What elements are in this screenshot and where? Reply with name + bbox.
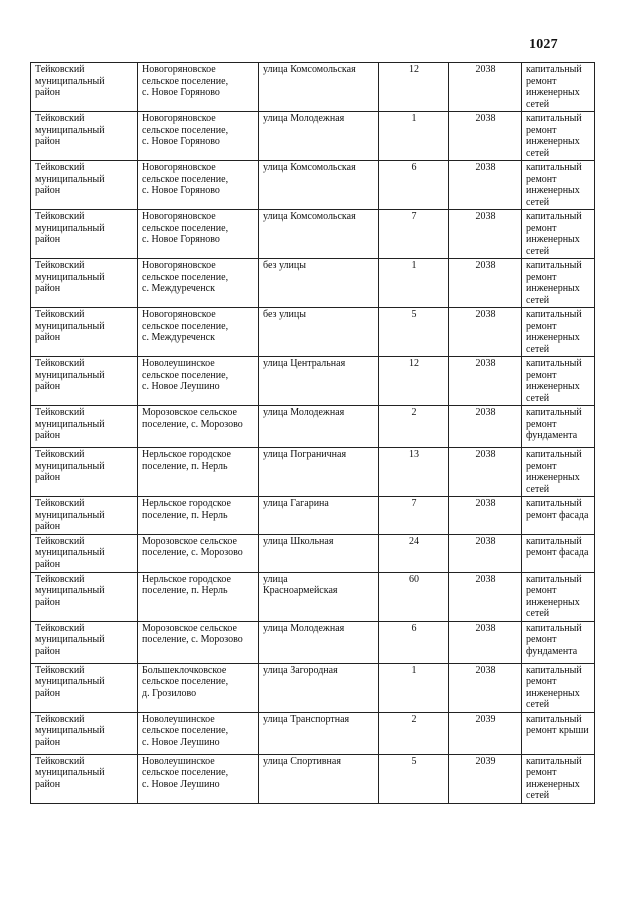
settlement-cell [138, 161, 259, 210]
house-number-cell-text: 60 [409, 573, 419, 585]
district-cell-text: Тейковский муниципальный район [35, 755, 105, 790]
district-cell [31, 448, 138, 497]
street-cell [259, 259, 379, 308]
year-cell [449, 63, 522, 112]
work-type-cell-text: капитальный ремонт инженерных сетей [526, 573, 582, 619]
settlement-cell [138, 259, 259, 308]
year-cell [449, 497, 522, 535]
settlement-cell [138, 534, 259, 572]
work-type-cell-text: капитальный ремонт инженерных сетей [526, 664, 582, 710]
year-cell-text: 2038 [475, 309, 496, 320]
house-number-cell [379, 663, 449, 712]
year-cell [449, 448, 522, 497]
year-cell [449, 112, 522, 161]
district-cell [31, 210, 138, 259]
district-cell [31, 112, 138, 161]
house-number-cell [379, 572, 449, 621]
street-cell [259, 161, 379, 210]
work-type-cell [522, 448, 595, 497]
district-cell [31, 663, 138, 712]
settlement-cell-text: Большеклочковское сельское поселение, д. Грозилово [142, 664, 229, 699]
settlement-cell-text: Морозовское сельское поселение, с. Морозово [142, 622, 243, 645]
settlement-cell [138, 712, 259, 754]
house-number-cell [379, 308, 449, 357]
district-cell-text: Тейковский муниципальный район [35, 498, 105, 532]
street-cell-text: улица Молодежная [263, 407, 345, 418]
work-type-cell-text: капитальный ремонт инженерных сетей [526, 211, 582, 257]
year-cell [449, 406, 522, 448]
house-number-cell [379, 621, 449, 663]
settlement-cell [138, 497, 259, 535]
district-cell [31, 497, 138, 535]
street-cell [259, 308, 379, 357]
work-type-cell [522, 754, 595, 803]
street-cell [259, 406, 379, 448]
settlement-cell-text: Новолеушинское сельское поселение, с. Новое Леушино [142, 755, 229, 790]
housing-repair-table [30, 62, 595, 804]
district-cell-text: Тейковский муниципальный район [35, 260, 105, 294]
work-type-cell [522, 308, 595, 357]
street-cell-text: улица Центральная [263, 358, 346, 369]
district-cell-text: Тейковский муниципальный район [35, 449, 105, 483]
house-number-cell [379, 712, 449, 754]
street-cell-text: улица Гагарина [263, 498, 329, 509]
district-cell-text: Тейковский муниципальный район [35, 622, 105, 657]
year-cell [449, 712, 522, 754]
house-number-cell [379, 357, 449, 406]
work-type-cell-text: капитальный ремонт инженерных сетей [526, 64, 582, 110]
work-type-cell-text: капитальный ремонт инженерных сетей [526, 162, 582, 208]
work-type-cell [522, 210, 595, 259]
work-type-cell [522, 497, 595, 535]
year-cell [449, 357, 522, 406]
work-type-cell [522, 406, 595, 448]
district-cell [31, 406, 138, 448]
district-cell-text: Тейковский муниципальный район [35, 664, 105, 699]
district-cell-text: Тейковский муниципальный район [35, 535, 105, 570]
district-cell [31, 572, 138, 621]
settlement-cell [138, 112, 259, 161]
street-cell [259, 497, 379, 535]
year-cell-text: 2038 [475, 498, 496, 509]
work-type-cell [522, 663, 595, 712]
street-cell-text: улица Пограничная [263, 449, 347, 460]
district-cell-text: Тейковский муниципальный район [35, 113, 105, 147]
district-cell [31, 534, 138, 572]
street-cell [259, 663, 379, 712]
house-number-cell-text: 24 [409, 535, 419, 547]
year-cell-text: 2038 [475, 64, 496, 75]
year-cell-text: 2038 [475, 162, 496, 173]
table-row [31, 497, 595, 535]
settlement-cell [138, 448, 259, 497]
work-type-cell-text: капитальный ремонт фасада [526, 498, 589, 521]
settlement-cell [138, 357, 259, 406]
work-type-cell [522, 621, 595, 663]
year-cell-text: 2039 [475, 755, 496, 767]
district-cell [31, 308, 138, 357]
district-cell [31, 621, 138, 663]
settlement-cell [138, 754, 259, 803]
house-number-cell-text: 5 [411, 755, 417, 767]
street-cell [259, 448, 379, 497]
work-type-cell [522, 112, 595, 161]
street-cell-text: улица Комсомольская [263, 162, 356, 173]
table-row [31, 259, 595, 308]
year-cell [449, 754, 522, 803]
year-cell-text: 2038 [475, 211, 496, 222]
street-cell [259, 112, 379, 161]
year-cell-text: 2038 [475, 664, 496, 676]
house-number-cell [379, 112, 449, 161]
house-number-cell-text: 12 [409, 358, 419, 369]
settlement-cell-text: Новогоряновское сельское поселение, с. Междуреченск [142, 260, 229, 294]
page-number: 1027 [529, 37, 558, 52]
house-number-cell-text: 2 [411, 407, 417, 418]
street-cell [259, 210, 379, 259]
year-cell-text: 2039 [475, 713, 496, 725]
street-cell [259, 63, 379, 112]
year-cell [449, 308, 522, 357]
table-row [31, 663, 595, 712]
district-cell-text: Тейковский муниципальный район [35, 211, 105, 245]
district-cell-text: Тейковский муниципальный район [35, 573, 105, 608]
work-type-cell-text: капитальный ремонт фасада [526, 535, 589, 558]
settlement-cell [138, 63, 259, 112]
district-cell-text: Тейковский муниципальный район [35, 309, 105, 343]
settlement-cell-text: Новогоряновское сельское поселение, с. Новое Горяново [142, 64, 229, 98]
settlement-cell-text: Новогоряновское сельское поселение, с. Междуреченск [142, 309, 229, 343]
year-cell-text: 2038 [475, 622, 496, 634]
street-cell-text: улица Молодежная [263, 622, 345, 634]
street-cell [259, 621, 379, 663]
street-cell [259, 572, 379, 621]
house-number-cell [379, 259, 449, 308]
settlement-cell-text: Новогоряновское сельское поселение, с. Новое Горяново [142, 211, 229, 245]
house-number-cell-text: 1 [411, 664, 417, 676]
year-cell [449, 534, 522, 572]
street-cell-text: без улицы [263, 260, 306, 271]
settlement-cell-text: Морозовское сельское поселение, с. Морозово [142, 407, 243, 430]
district-cell-text: Тейковский муниципальный район [35, 162, 105, 196]
house-number-cell-text: 6 [411, 622, 417, 634]
table-row [31, 621, 595, 663]
table-row [31, 712, 595, 754]
work-type-cell [522, 161, 595, 210]
table-row [31, 754, 595, 803]
district-cell [31, 161, 138, 210]
street-cell-text: улица Комсомольская [263, 211, 356, 222]
year-cell [449, 161, 522, 210]
work-type-cell [522, 357, 595, 406]
district-cell [31, 357, 138, 406]
settlement-cell [138, 621, 259, 663]
year-cell-text: 2038 [475, 113, 496, 124]
street-cell [259, 754, 379, 803]
house-number-cell-text: 13 [409, 449, 419, 460]
year-cell [449, 572, 522, 621]
settlement-cell-text: Нерльское городское поселение, п. Нерль [142, 573, 231, 596]
table-row [31, 534, 595, 572]
street-cell [259, 357, 379, 406]
table-row [31, 112, 595, 161]
street-cell-text: улица Молодежная [263, 113, 345, 124]
work-type-cell-text: капитальный ремонт инженерных сетей [526, 113, 582, 159]
settlement-cell-text: Морозовское сельское поселение, с. Морозово [142, 535, 243, 558]
house-number-cell-text: 5 [411, 309, 417, 320]
house-number-cell [379, 448, 449, 497]
street-cell [259, 712, 379, 754]
district-cell-text: Тейковский муниципальный район [35, 713, 105, 748]
settlement-cell [138, 663, 259, 712]
street-cell-text: улица Спортивная [263, 755, 341, 767]
year-cell-text: 2038 [475, 260, 496, 271]
settlement-cell [138, 406, 259, 448]
house-number-cell [379, 754, 449, 803]
settlement-cell-text: Новогоряновское сельское поселение, с. Новое Горяново [142, 113, 229, 147]
work-type-cell-text: капитальный ремонт инженерных сетей [526, 755, 582, 801]
work-type-cell [522, 572, 595, 621]
work-type-cell-text: капитальный ремонт инженерных сетей [526, 449, 582, 495]
year-cell [449, 621, 522, 663]
district-cell [31, 754, 138, 803]
house-number-cell-text: 6 [411, 162, 417, 173]
district-cell [31, 259, 138, 308]
settlement-cell-text: Нерльское городское поселение, п. Нерль [142, 498, 231, 521]
district-cell [31, 63, 138, 112]
street-cell-text: улица Комсомольская [263, 64, 356, 75]
work-type-cell-text: капитальный ремонт инженерных сетей [526, 260, 582, 306]
house-number-cell [379, 406, 449, 448]
house-number-cell-text: 2 [411, 713, 417, 725]
house-number-cell [379, 497, 449, 535]
settlement-cell-text: Новогоряновское сельское поселение, с. Новое Горяново [142, 162, 229, 196]
table-row [31, 210, 595, 259]
street-cell-text: улица Транспортная [263, 713, 350, 725]
house-number-cell-text: 7 [411, 498, 417, 509]
street-cell-text: улица Красноармейская [263, 573, 338, 596]
house-number-cell-text: 1 [411, 260, 417, 271]
settlement-cell [138, 308, 259, 357]
street-cell-text: улица Школьная [263, 535, 334, 547]
table-row [31, 357, 595, 406]
table-row [31, 63, 595, 112]
work-type-cell [522, 712, 595, 754]
house-number-cell [379, 161, 449, 210]
house-number-cell [379, 63, 449, 112]
settlement-cell [138, 210, 259, 259]
house-number-cell-text: 7 [411, 211, 417, 222]
work-type-cell [522, 259, 595, 308]
district-cell-text: Тейковский муниципальный район [35, 358, 105, 392]
work-type-cell-text: капитальный ремонт инженерных сетей [526, 309, 582, 355]
street-cell-text: без улицы [263, 309, 306, 320]
settlement-cell-text: Нерльское городское поселение, п. Нерль [142, 449, 231, 472]
table-row [31, 161, 595, 210]
table-row [31, 308, 595, 357]
work-type-cell-text: капитальный ремонт крыши [526, 713, 589, 736]
year-cell [449, 663, 522, 712]
year-cell-text: 2038 [475, 449, 496, 460]
year-cell-text: 2038 [475, 358, 496, 369]
settlement-cell-text: Новолеушинское сельское поселение, с. Новое Леушино [142, 713, 229, 748]
house-number-cell [379, 210, 449, 259]
work-type-cell-text: капитальный ремонт фундамента [526, 622, 582, 657]
house-number-cell [379, 534, 449, 572]
table-row [31, 406, 595, 448]
work-type-cell-text: капитальный ремонт инженерных сетей [526, 358, 582, 404]
district-cell-text: Тейковский муниципальный район [35, 64, 105, 98]
year-cell [449, 259, 522, 308]
settlement-cell-text: Новолеушинское сельское поселение, с. Новое Леушино [142, 358, 229, 392]
table-row [31, 448, 595, 497]
table-row [31, 572, 595, 621]
year-cell-text: 2038 [475, 573, 496, 585]
house-number-cell-text: 1 [411, 113, 417, 124]
year-cell-text: 2038 [475, 535, 496, 547]
year-cell [449, 210, 522, 259]
district-cell-text: Тейковский муниципальный район [35, 407, 105, 441]
work-type-cell [522, 534, 595, 572]
district-cell [31, 712, 138, 754]
table-body [31, 63, 595, 804]
street-cell-text: улица Загородная [263, 664, 338, 676]
street-cell [259, 534, 379, 572]
year-cell-text: 2038 [475, 407, 496, 418]
settlement-cell [138, 572, 259, 621]
work-type-cell-text: капитальный ремонт фундамента [526, 407, 582, 441]
house-number-cell-text: 12 [409, 64, 419, 75]
work-type-cell [522, 63, 595, 112]
